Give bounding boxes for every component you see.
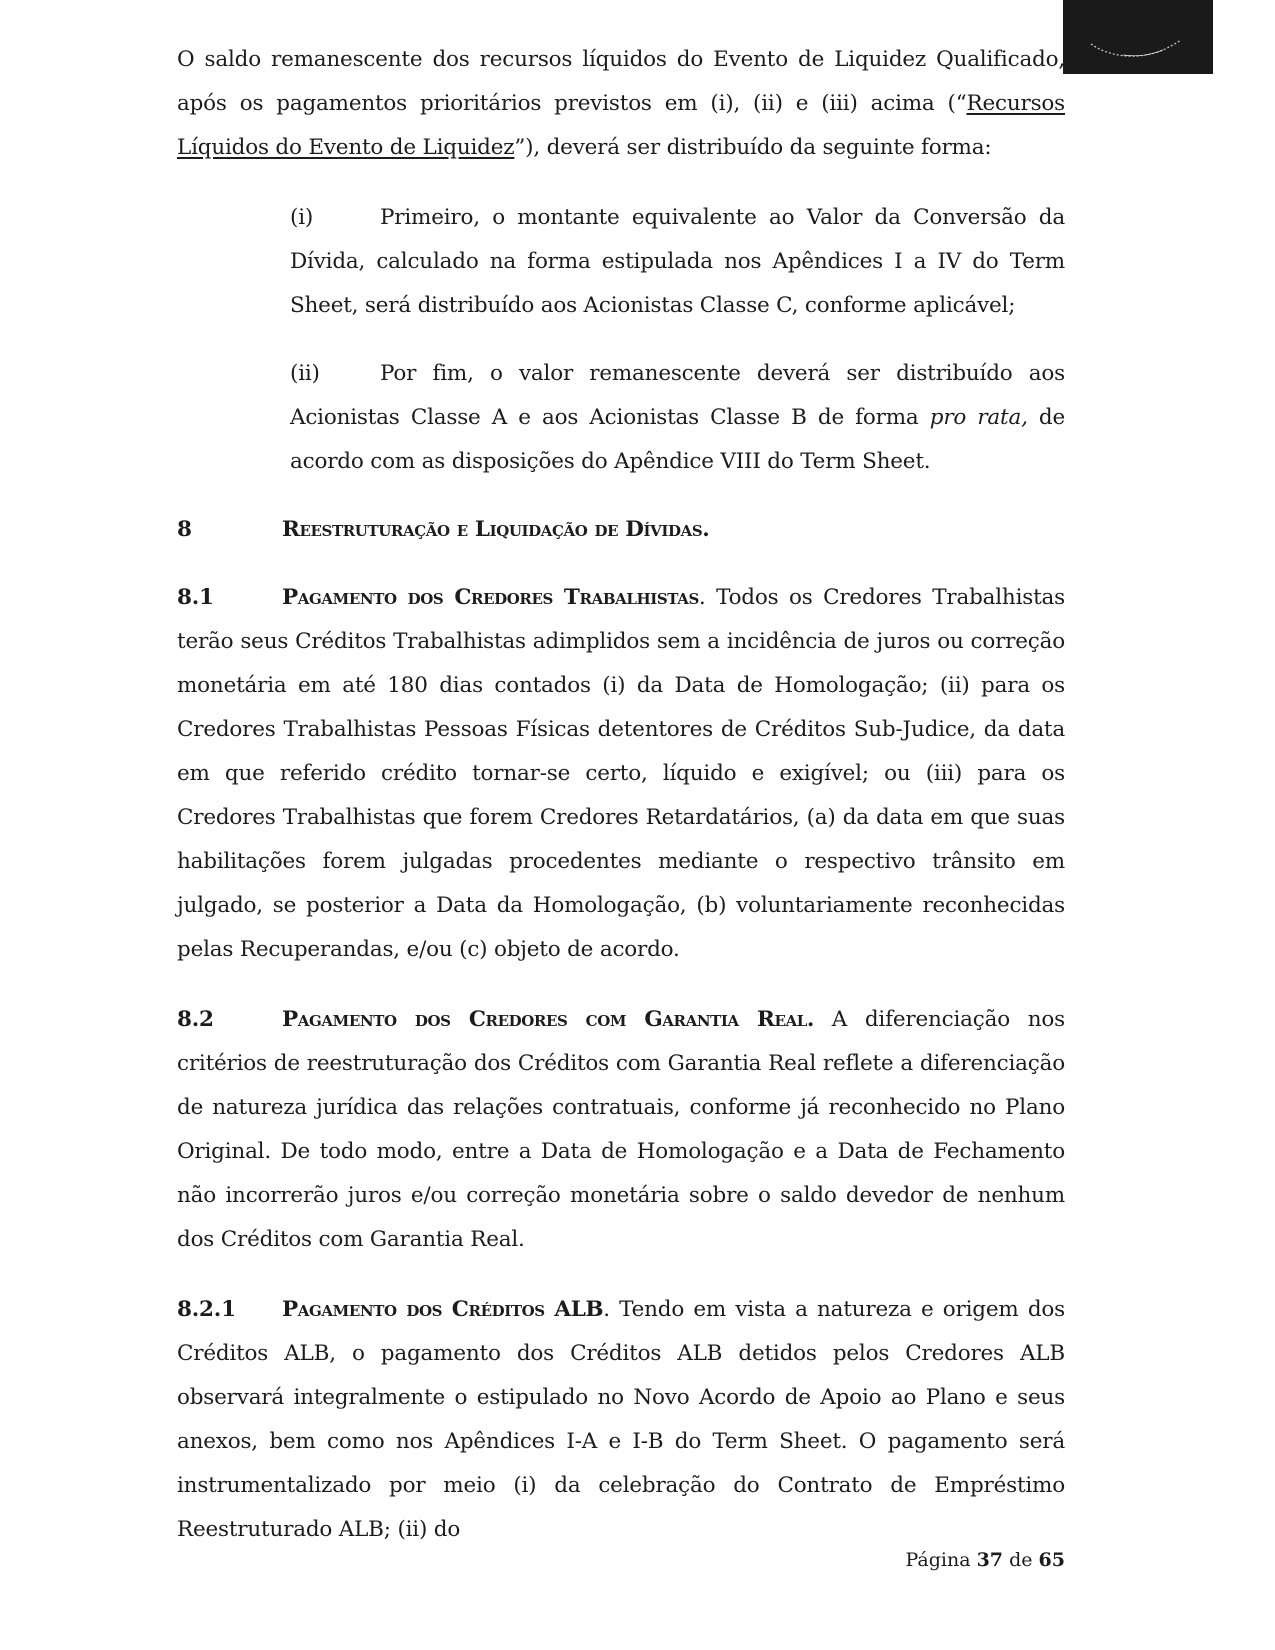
section-number: 8.2 — [177, 1007, 214, 1032]
section-8-heading — [177, 508, 1065, 552]
section-number: 8.1 — [177, 585, 214, 610]
list-number: (ii) — [290, 361, 320, 386]
page-footer — [905, 1548, 1065, 1572]
list-number: (i) — [290, 205, 314, 230]
list-text: Primeiro, o montante equivalente ao Valor da Conversão da Dívida, calculado na forma estipulada nos Apêndices I a IV do Term Sheet, será distribuído aos Acionistas Classe C, conforme aplicável; — [290, 205, 1065, 318]
list-text: Por fim, o valor remanescente deverá ser distribuído aos Acionistas Classe A e aos Acionistas Classe B de forma — [290, 361, 1065, 430]
list-text: de acordo com as disposições do Apêndice VIII do Term Sheet. — [290, 405, 1065, 474]
document-page — [177, 38, 1065, 1578]
text: O saldo remanescente dos recursos líquidos do Evento de Liquidez Qualificado, após os pagamentos prioritários previstos em (i), (ii) e (iii) acima (“ — [177, 47, 1065, 116]
list-item-ii — [290, 352, 1065, 484]
section-number: 8.2.1 — [177, 1297, 236, 1322]
signature-stamp — [1063, 0, 1213, 74]
paragraph-remaining-balance — [177, 38, 1065, 170]
section-title: Reestruturação e Liquidação de Dívidas. — [282, 517, 710, 542]
section-8-2 — [177, 998, 1065, 1262]
italic-term: pro rata, — [929, 405, 1028, 430]
section-number: 8 — [177, 517, 192, 542]
defined-term: Recursos Líquidos do Evento de Liquidez — [177, 91, 1065, 160]
section-text: A diferenciação nos critérios de reestruturação dos Créditos com Garantia Real reflete a diferenciação de natureza jurídica das relações contratuais, conforme já reconhecido no Plano Original. De todo modo, entre a Data de Homologação e a Data de Fechamento não incorrerão juros e/ou correção monetária sobre o saldo devedor de nenhum dos Créditos com Garantia Real. — [177, 1007, 1065, 1252]
section-text: . Tendo em vista a natureza e origem dos Créditos ALB, o pagamento dos Créditos ALB detidos pelos Credores ALB observará integralmente o estipulado no Novo Acordo de Apoio ao Plano e seus anexos, bem como nos Apêndices I-A e I-B do Term Sheet. O pagamento será instrumentalizado por meio (i) da celebração do Contrato de Empréstimo Reestruturado ALB; (ii) do — [177, 1297, 1065, 1542]
section-8-2-1 — [177, 1288, 1065, 1552]
page-label: Página — [905, 1549, 971, 1571]
page-number: 37 — [976, 1549, 1004, 1571]
section-title: Pagamento dos Credores Trabalhistas — [282, 585, 699, 610]
list-item-i — [290, 196, 1065, 328]
page-separator: de — [1009, 1549, 1033, 1571]
page-total: 65 — [1038, 1549, 1065, 1571]
section-8-1 — [177, 576, 1065, 972]
section-title: Pagamento dos Créditos ALB — [282, 1297, 604, 1322]
text: ”), deverá ser distribuído da seguinte forma: — [514, 135, 992, 160]
section-title: Pagamento dos Credores com Garantia Real. — [282, 1007, 814, 1032]
section-text: . Todos os Credores Trabalhistas terão seus Créditos Trabalhistas adimplidos sem a incidência de juros ou correção monetária em até 180 dias contados (i) da Data de Homologação; (ii) para os Credores Trabalhistas Pessoas Físicas detentores de Créditos Sub-Judice, da data em que referido crédito tornar-se certo, líquido e exigível; ou (iii) para os Credores Trabalhistas que forem Credores Retardatários, (a) da data em que suas habilitações forem julgadas procedentes mediante o respectivo trânsito em julgado, se posterior a Data da Homologação, (b) voluntariamente reconhecidas pelas Recuperandas, e/ou (c) objeto de acordo. — [177, 585, 1065, 962]
